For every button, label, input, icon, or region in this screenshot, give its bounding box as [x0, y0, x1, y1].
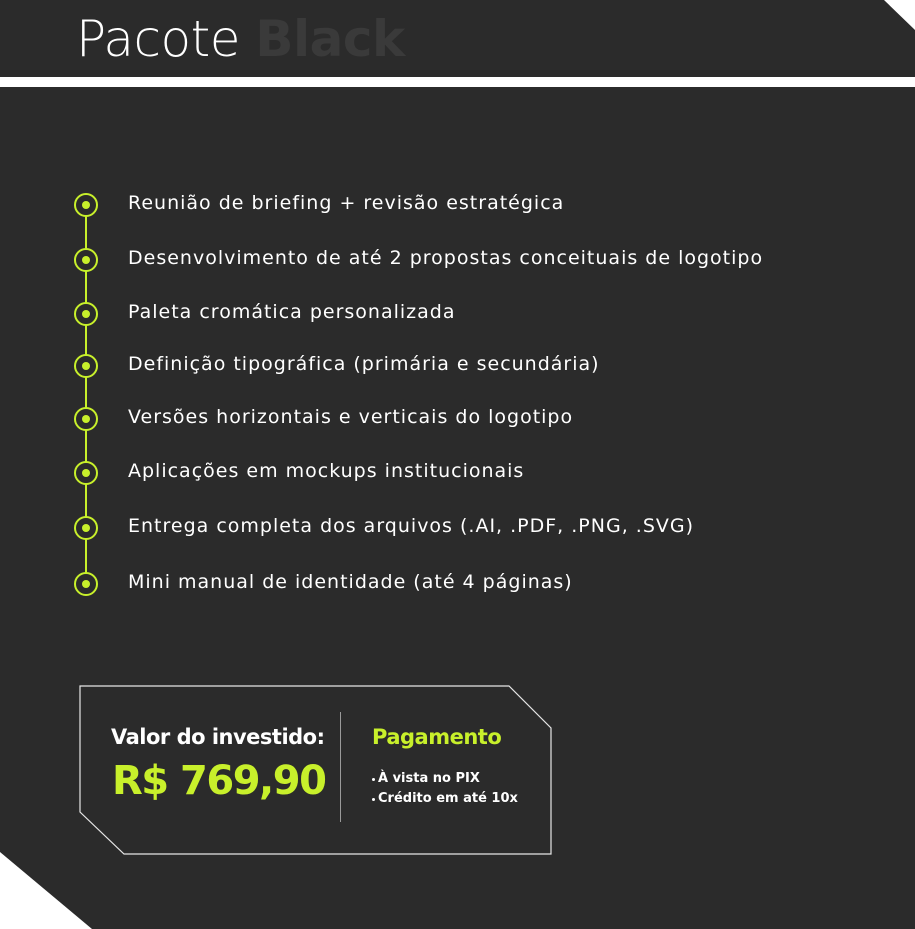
feature-label: Entrega completa dos arquivos (.AI, .PDF, .PNG, .SVG): [128, 515, 695, 537]
bullet-circle-icon: [74, 407, 98, 431]
bullet-circle-icon: [74, 461, 98, 485]
bullet-circle-icon: [74, 302, 98, 326]
feature-label: Paleta cromática personalizada: [128, 301, 456, 323]
price-label: Valor do investido:: [111, 725, 325, 749]
list-item: [0, 570, 915, 598]
list-item: [0, 514, 915, 542]
bullet-circle-icon: [74, 516, 98, 540]
bullet-circle-icon: [74, 354, 98, 378]
bullet-circle-icon: [74, 248, 98, 272]
feature-label: Desenvolvimento de até 2 propostas conceituais de logotipo: [128, 247, 764, 269]
list-item: [0, 246, 915, 274]
list-item: [0, 459, 915, 487]
payment-title: Pagamento: [372, 725, 502, 749]
list-item: [0, 191, 915, 219]
page-title-bold: Black: [255, 10, 405, 68]
list-item: [0, 352, 915, 380]
payment-option: À vista no PIX: [372, 769, 518, 789]
feature-label: Mini manual de identidade (até 4 páginas): [128, 571, 573, 593]
price-value: R$ 769,90: [112, 758, 326, 804]
page-title: [76, 8, 405, 70]
payment-option: Crédito em até 10x: [372, 789, 518, 809]
list-item: [0, 405, 915, 433]
list-item: [0, 300, 915, 328]
bullet-circle-icon: [74, 193, 98, 217]
page-title-light: Pacote: [76, 10, 256, 68]
price-divider: [340, 712, 341, 822]
bullet-circle-icon: [74, 572, 98, 596]
feature-label: Reunião de briefing + revisão estratégica: [128, 192, 565, 214]
feature-label: Aplicações em mockups institucionais: [128, 460, 525, 482]
feature-label: Versões horizontais e verticais do logotipo: [128, 406, 574, 428]
feature-label: Definição tipográfica (primária e secundária): [128, 353, 600, 375]
payment-options: [372, 769, 518, 809]
